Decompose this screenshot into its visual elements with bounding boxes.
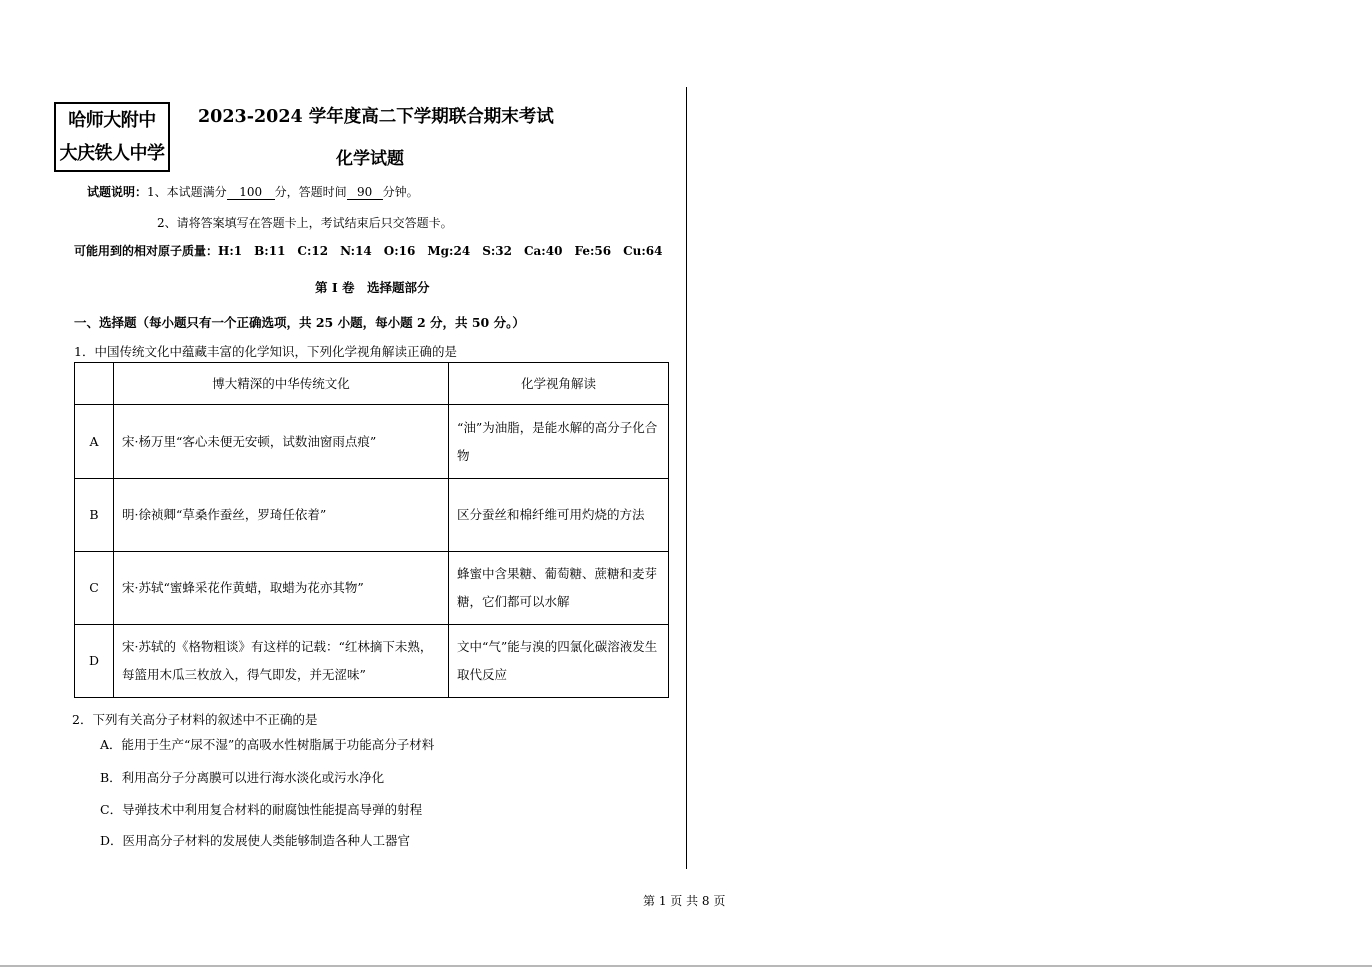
atomic-mass-line (74, 242, 663, 259)
note-text-1c: 分钟。 (382, 185, 419, 199)
question-1-table (74, 362, 669, 698)
school-name-line2: 大庆铁人中学 (59, 143, 165, 164)
culture-cell: 宋·苏轼“蜜蜂采花作黄蜡，取蜡为花亦其物” (114, 552, 449, 625)
exam-note-line1 (87, 183, 419, 200)
culture-cell: 宋·杨万里“客心未便无安顿，试数油窗雨点痕” (114, 405, 449, 479)
exam-note-label: 试题说明： (87, 185, 148, 199)
interpretation-cell: “油”为油脂，是能水解的高分子化合物 (449, 405, 669, 479)
exam-title: 2023-2024 学年度高二下学期联合期末考试 (198, 107, 554, 127)
question-2-option: C．导弹技术中利用复合材料的耐腐蚀性能提高导弹的射程 (100, 802, 423, 817)
question-1-stem: 1．中国传统文化中蕴藏丰富的化学知识，下列化学视角解读正确的是 (74, 344, 457, 359)
question-2-option: D．医用高分子材料的发展使人类能够制造各种人工器官 (100, 833, 411, 848)
table-header-cell: 博大精深的中华传统文化 (114, 363, 449, 405)
atomic-mass-item: B:11 (254, 244, 286, 258)
culture-cell: 明·徐祯卿“草桑作蚕丝，罗琦任依着” (114, 479, 449, 552)
table-row (75, 405, 669, 479)
atomic-mass-item: H:1 (218, 244, 243, 258)
atomic-mass-item: S:32 (482, 244, 512, 258)
school-name-line1: 哈师大附中 (68, 110, 156, 131)
table-row (75, 552, 669, 625)
atomic-mass-item: Cu:64 (623, 244, 663, 258)
exam-note-line2: 2、请将答案填写在答题卡上，考试结束后只交答题卡。 (157, 216, 453, 230)
page-footer: 第 1 页 共 8 页 (643, 894, 726, 908)
table-row (75, 479, 669, 552)
column-divider (686, 87, 687, 869)
note-text-1a: 1、本试题满分 (147, 185, 227, 199)
culture-cell: 宋·苏轼的《格物粗谈》有这样的记载：“红林摘下未熟，每篮用木瓜三枚放入，得气即发，并无涩味” (114, 625, 449, 698)
atomic-mass-item: O:16 (383, 244, 416, 258)
school-name-box (54, 102, 170, 172)
interpretation-cell: 区分蚕丝和棉纤维可用灼烧的方法 (449, 479, 669, 552)
atomic-mass-item: C:12 (297, 244, 329, 258)
atomic-mass-item: N:14 (340, 244, 372, 258)
table-header-cell: 化学视角解读 (449, 363, 669, 405)
row-label: B (75, 479, 114, 552)
atomic-mass-item: Mg:24 (427, 244, 471, 258)
exam-time-value: 90 (347, 185, 383, 200)
row-label: C (75, 552, 114, 625)
row-label: D (75, 625, 114, 698)
interpretation-cell: 文中“气”能与溴的四氯化碳溶液发生取代反应 (449, 625, 669, 698)
atomic-mass-label: 可能用到的相对原子质量： (74, 244, 219, 258)
table-row (75, 625, 669, 698)
question-2-option: A．能用于生产“尿不湿”的高吸水性树脂属于功能高分子材料 (100, 737, 435, 752)
question-2-option: B．利用高分子分离膜可以进行海水淡化或污水净化 (100, 770, 385, 785)
atomic-mass-item: Fe:56 (574, 244, 612, 258)
question-2-stem: 2．下列有关高分子材料的叙述中不正确的是 (72, 712, 318, 727)
full-score-value: 100 (227, 185, 275, 200)
section-heading: 第 I 卷 选择题部分 (315, 280, 430, 295)
exam-subtitle: 化学试题 (336, 149, 404, 169)
note-text-1b: 分，答题时间 (274, 185, 347, 199)
row-label: A (75, 405, 114, 479)
atomic-mass-item: Ca:40 (523, 244, 563, 258)
interpretation-cell: 蜂蜜中含果糖、葡萄糖、蔗糖和麦芽糖，它们都可以水解 (449, 552, 669, 625)
table-header-row (75, 363, 669, 405)
choice-instructions: 一、选择题（每小题只有一个正确选项，共 25 小题，每小题 2 分，共 50 分。） (74, 315, 525, 330)
table-header-cell (75, 363, 114, 405)
